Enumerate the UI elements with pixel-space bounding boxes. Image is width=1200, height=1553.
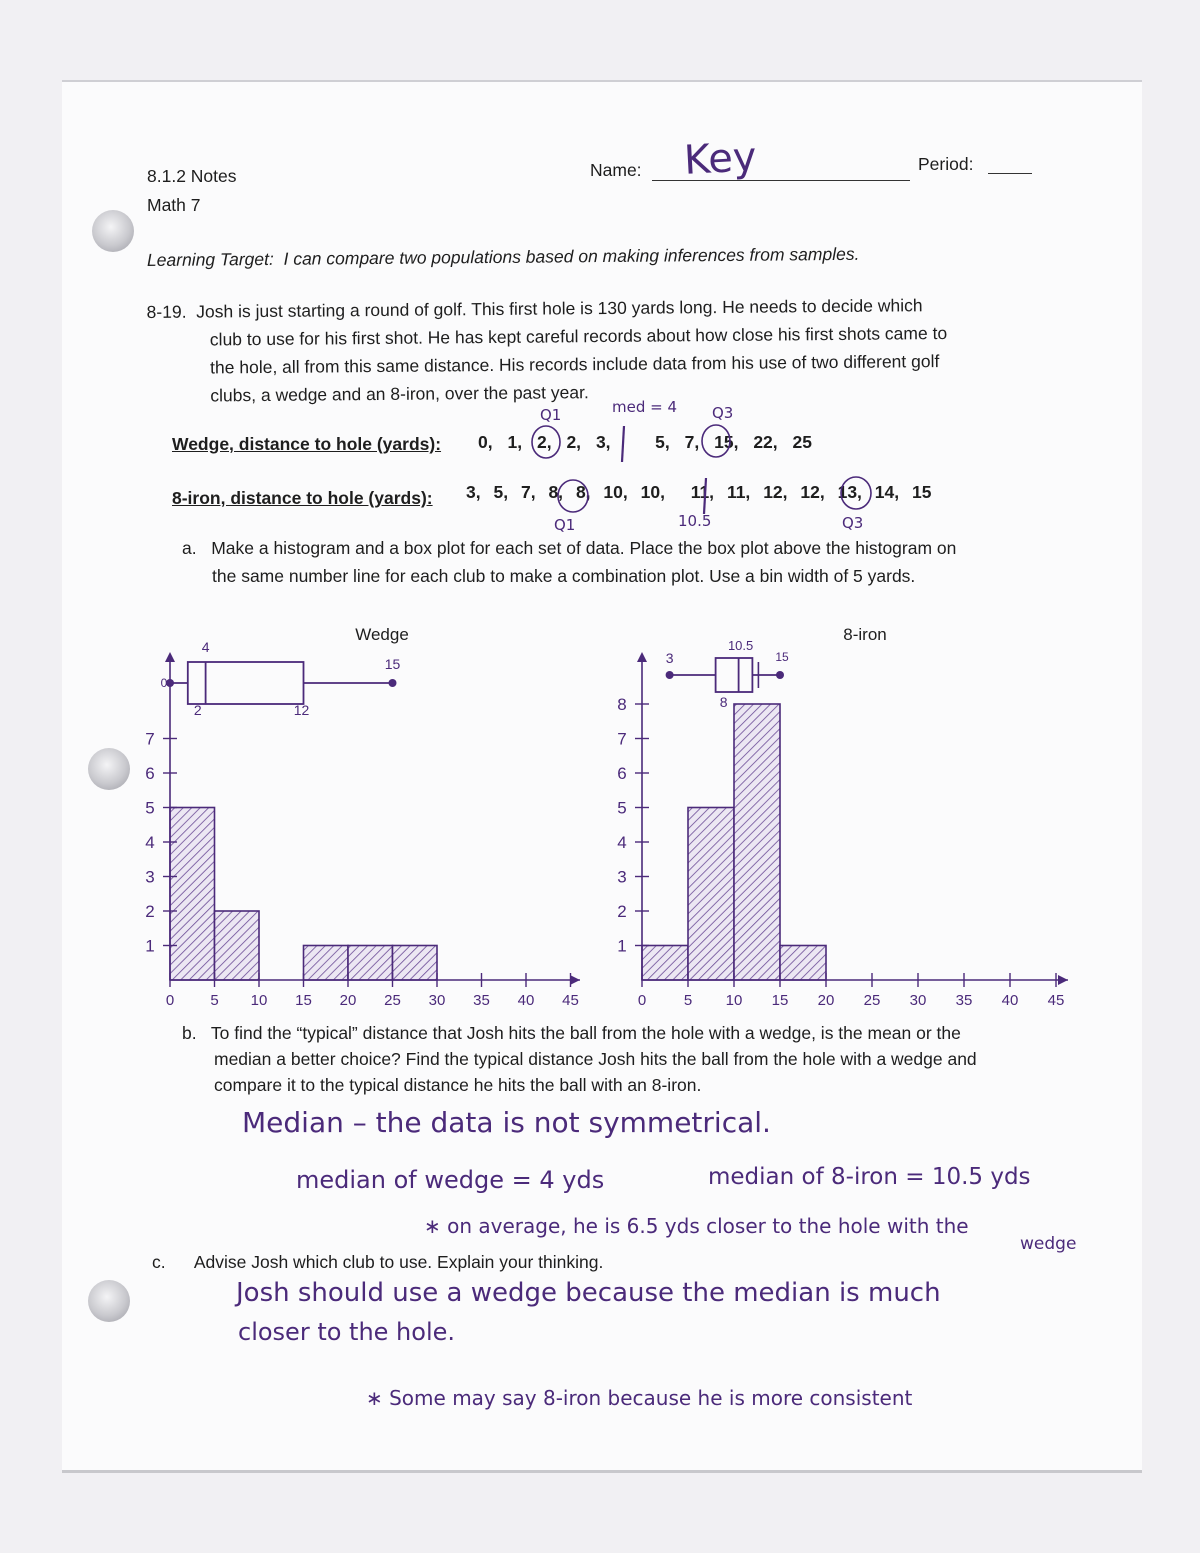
histogram-bar: [734, 704, 780, 980]
boxplot-label: 8: [719, 694, 728, 710]
chart-title: 8-iron: [843, 625, 887, 644]
x-tick-label: 35: [955, 992, 973, 1009]
y-axis-arrow: [165, 652, 175, 662]
boxplot-label: 15: [384, 656, 401, 672]
x-tick-label: 30: [428, 992, 446, 1009]
boxplot-label: 2: [193, 702, 202, 718]
histogram-bar: [215, 911, 260, 980]
name-label: Name:: [590, 160, 642, 180]
part-a-line: the same number line for each club to make a combination plot. Use a bin width of 5 yards.: [212, 566, 916, 586]
learning-target-label: Learning Target:: [146, 248, 274, 270]
histogram-bar: [304, 946, 349, 981]
histogram-bar: [170, 808, 215, 981]
x-tick-label: 10: [250, 992, 268, 1009]
combination-plots: [0, 600, 1200, 1020]
q3-circle: [702, 425, 730, 457]
boxplot-min-dot: [666, 671, 674, 679]
x-tick-label: 20: [817, 992, 835, 1009]
median-divider: [622, 426, 624, 462]
part-c-text: Advise Josh which club to use. Explain your thinking.: [193, 1252, 604, 1272]
iron-median-note: 10.5: [678, 512, 712, 530]
x-tick-label: 0: [637, 992, 647, 1009]
y-tick-label: 2: [617, 902, 627, 921]
histogram-bar: [688, 808, 734, 981]
part-b: [182, 1020, 977, 1098]
boxplot-label: 0: [160, 676, 168, 690]
answer-c-2: closer to the hole.: [238, 1318, 456, 1346]
boxplot-max-dot: [389, 679, 397, 687]
y-tick-label: 5: [617, 798, 627, 818]
answer-b-1: Median – the data is not symmetrical.: [242, 1106, 771, 1139]
wedge-q1-note: Q1: [540, 406, 562, 424]
iron-data-values: 3, 5, 7, 8, 8, 10, 10, 11, 11, 12, 12, 13, 14, 15: [466, 482, 932, 502]
boxplot-label: 3: [665, 650, 674, 666]
x-tick-label: 25: [384, 992, 401, 1009]
problem-line: the hole, all from this same distance. His records include data from his use of two different golf: [210, 351, 940, 378]
part-b-line: compare it to the typical distance he hits the ball with an 8-iron.: [214, 1075, 702, 1095]
y-tick-label: 8: [617, 695, 627, 714]
y-tick-label: 5: [145, 798, 155, 818]
answer-b-2b: median of 8-iron = 10.5 yds: [708, 1164, 1031, 1190]
y-tick-label: 6: [145, 764, 155, 783]
x-tick-label: 45: [1047, 992, 1065, 1009]
boxplot-max-dot: [776, 671, 784, 679]
answer-b-3a: ∗ on average, he is 6.5 yds closer to the hole with the: [424, 1214, 969, 1238]
x-tick-label: 40: [517, 992, 535, 1009]
iron-data-label: 8-iron, distance to hole (yards):: [172, 488, 433, 508]
boxplot-box: [716, 658, 753, 692]
problem-line: Josh is just starting a round of golf. This first hole is 130 yards long. He needs to decide which: [196, 295, 923, 322]
x-tick-label: 40: [1001, 992, 1019, 1009]
x-tick-label: 5: [683, 992, 693, 1009]
boxplot-label: 4: [201, 639, 210, 655]
y-tick-label: 2: [145, 902, 155, 921]
wedge-q3-note: Q3: [712, 404, 734, 422]
boxplot-label: 12: [293, 702, 310, 718]
x-tick-label: 30: [909, 992, 927, 1009]
boxplot-label: 15: [775, 650, 789, 664]
x-tick-label: 5: [210, 992, 219, 1009]
q1-circle: [558, 480, 588, 512]
answer-c-3: ∗ Some may say 8-iron because he is more consistent: [366, 1386, 913, 1410]
part-c-letter: c.: [152, 1252, 166, 1272]
part-a-line: Make a histogram and a box plot for each set of data. Place the box plot above the histogram on: [211, 538, 957, 558]
part-b-line: median a better choice? Find the typical distance Josh hits the ball from the hole with a wedge and: [214, 1049, 977, 1069]
histogram-bar: [642, 946, 688, 981]
y-tick-label: 3: [617, 867, 627, 887]
course-title: 8.1.2 Notes: [147, 166, 237, 186]
y-tick-label: 3: [145, 867, 155, 887]
x-tick-label: 15: [295, 992, 312, 1009]
chart-title: Wedge: [355, 625, 409, 644]
y-tick-label: 1: [617, 936, 627, 956]
answer-b-2a: median of wedge = 4 yds: [296, 1166, 605, 1194]
answer-b-3b: wedge: [1020, 1234, 1077, 1254]
x-tick-label: 45: [562, 992, 579, 1009]
x-tick-label: 35: [473, 992, 490, 1009]
part-a-letter: a.: [182, 538, 197, 558]
part-a: [182, 534, 956, 590]
boxplot-label: 10.5: [727, 638, 754, 653]
x-axis-arrow: [1058, 975, 1068, 985]
course-subtitle: Math 7: [147, 195, 201, 215]
iron-q3-note: Q3: [842, 514, 864, 532]
x-tick-label: 0: [165, 992, 175, 1009]
problem-line: clubs, a wedge and an 8-iron, over the past year.: [210, 382, 589, 406]
y-tick-label: 7: [617, 729, 627, 749]
period-label: Period:: [918, 154, 974, 174]
x-tick-label: 25: [863, 992, 881, 1009]
q3-circle: [841, 477, 871, 509]
histogram-bar: [393, 946, 438, 981]
part-b-line: To find the “typical” distance that Josh hits the ball from the hole with a wedge, is the mean or the: [210, 1023, 961, 1043]
x-axis-arrow: [570, 975, 580, 985]
y-tick-label: 4: [617, 833, 627, 852]
x-tick-label: 15: [771, 992, 789, 1009]
part-c: [152, 1252, 603, 1273]
learning-target-text: I can compare two populations based on making inferences from samples.: [283, 243, 860, 269]
problem-line: club to use for his first shot. He has kept careful records about how close his first shots came to: [209, 323, 948, 350]
answer-c-1: Josh should use a wedge because the median is much: [236, 1278, 941, 1308]
y-tick-label: 4: [145, 833, 155, 852]
wedge-data-values: 0, 1, 2, 2, 3, 5, 7, 15, 22, 25: [478, 432, 812, 452]
y-tick-label: 6: [617, 764, 627, 783]
y-axis-arrow: [637, 652, 647, 662]
y-tick-label: 1: [145, 936, 155, 956]
part-b-letter: b.: [182, 1023, 197, 1043]
histogram-bar: [348, 946, 393, 981]
name-value: Key: [682, 134, 758, 184]
iron-q1-note: Q1: [554, 516, 576, 534]
q1-circle: [532, 426, 560, 458]
x-tick-label: 20: [339, 992, 357, 1009]
y-tick-label: 7: [145, 729, 155, 749]
problem-number: 8-19.: [146, 301, 187, 323]
histogram-bar: [780, 946, 826, 981]
median-divider: [704, 478, 706, 514]
wedge-data-label: Wedge, distance to hole (yards):: [172, 434, 442, 454]
x-tick-label: 10: [725, 992, 743, 1009]
wedge-median-note: med = 4: [612, 398, 678, 416]
